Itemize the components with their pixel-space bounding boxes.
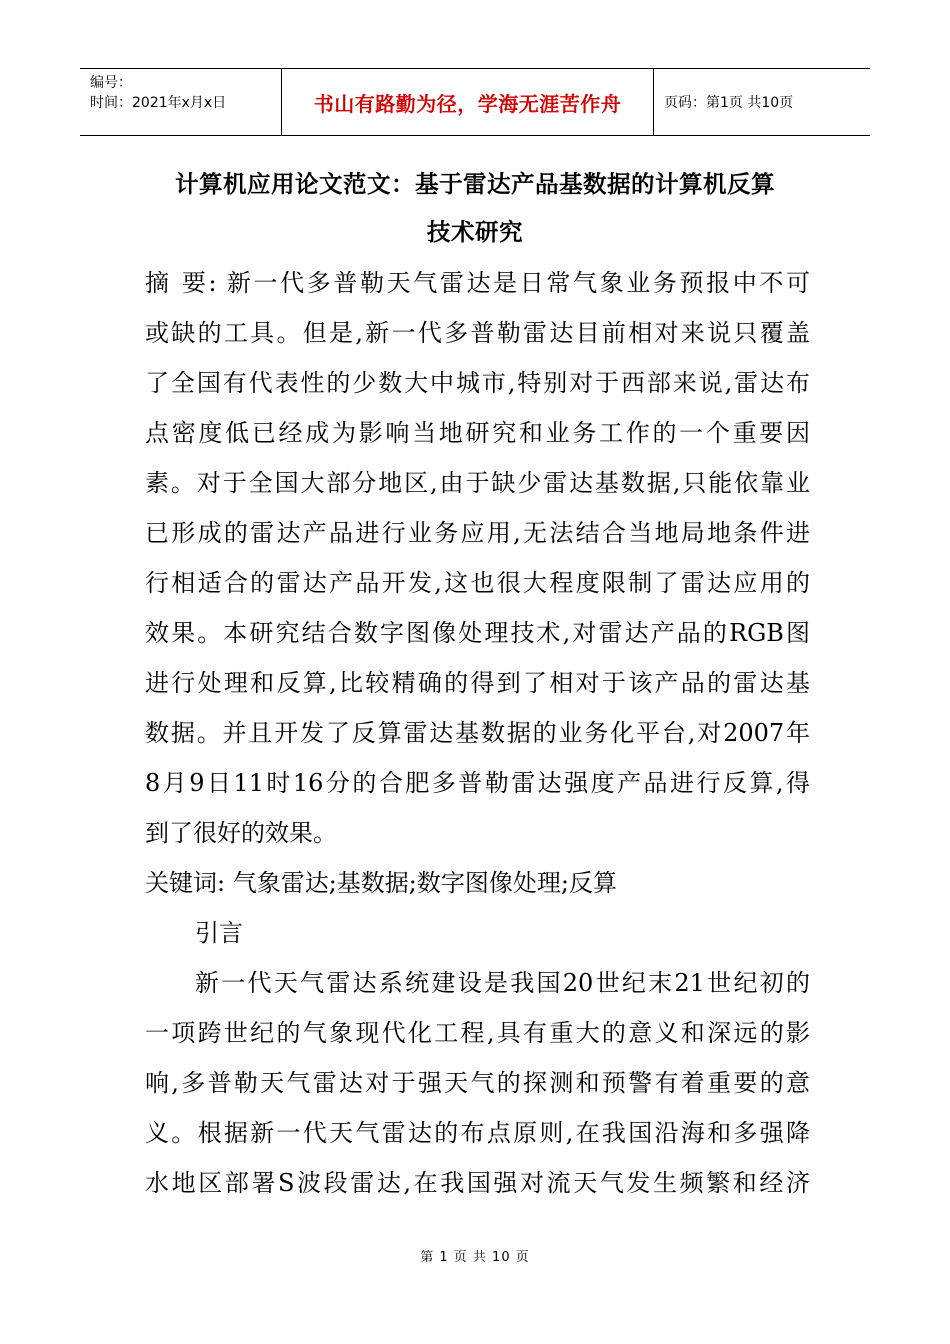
title-line-1: 计算机应用论文范文：基于雷达产品基数据的计算机反算 — [175, 170, 775, 198]
intro-line: 一项跨世纪的气象现代化工程,具有重大的意义和深远的影 — [145, 1019, 810, 1047]
document-body — [145, 258, 810, 1208]
abstract-line: 效果。本研究结合数字图像处理技术,对雷达产品的RGB图 — [145, 619, 810, 647]
intro-heading: 引言 — [195, 919, 243, 947]
abstract-line: 进行处理和反算,比较精确的得到了相对于该产品的雷达基 — [145, 669, 810, 697]
intro-line: 水地区部署S波段雷达,在我国强对流天气发生频繁和经济 — [145, 1169, 810, 1197]
abstract-line: 素。对于全国大部分地区,由于缺少雷达基数据,只能依靠业 — [145, 469, 810, 497]
header-motto-cell — [282, 69, 654, 135]
page-footer: 第 1 页 共 10 页 — [420, 1250, 530, 1265]
intro-line: 响,多普勒天气雷达对于强天气的探测和预警有着重要的意 — [145, 1069, 810, 1097]
keywords-line: 关键词: 气象雷达;基数据;数字图像处理;反算 — [145, 869, 617, 897]
header-motto: 书山有路勤为径，学海无涯苦作舟 — [313, 91, 622, 116]
abstract-line: 到了很好的效果。 — [145, 819, 337, 847]
title-line-2: 技术研究 — [427, 218, 523, 246]
abstract-line: 已形成的雷达产品进行业务应用,无法结合当地局地条件进 — [145, 519, 810, 547]
document-time-label: 时间：2021年x月x日 — [90, 95, 227, 111]
header-page-info: 页码：第1页 共10页 — [664, 95, 794, 111]
abstract-line: 行相适合的雷达产品开发,这也很大程度限制了雷达应用的 — [145, 569, 810, 597]
abstract-line: 数据。并且开发了反算雷达基数据的业务化平台,对2007年 — [145, 719, 810, 747]
abstract-line: 8月9日11时16分的合肥多普勒雷达强度产品进行反算,得 — [145, 769, 810, 797]
abstract-line: 摘 要: 新一代多普勒天气雷达是日常气象业务预报中不可 — [145, 269, 810, 297]
header-page-cell — [654, 69, 870, 135]
abstract-line: 点密度低已经成为影响当地研究和业务工作的一个重要因 — [145, 419, 810, 447]
abstract-line: 了全国有代表性的少数大中城市,特别对于西部来说,雷达布 — [145, 369, 810, 397]
intro-line: 义。根据新一代天气雷达的布点原则,在我国沿海和多强降 — [145, 1119, 810, 1147]
header-meta-cell — [80, 69, 282, 135]
intro-line: 新一代天气雷达系统建设是我国20世纪末21世纪初的 — [195, 969, 810, 997]
document-title — [145, 160, 805, 256]
document-header — [80, 68, 870, 136]
abstract-line: 或缺的工具。但是,新一代多普勒雷达目前相对来说只覆盖 — [145, 319, 810, 347]
document-number-label: 编号： — [90, 75, 132, 91]
